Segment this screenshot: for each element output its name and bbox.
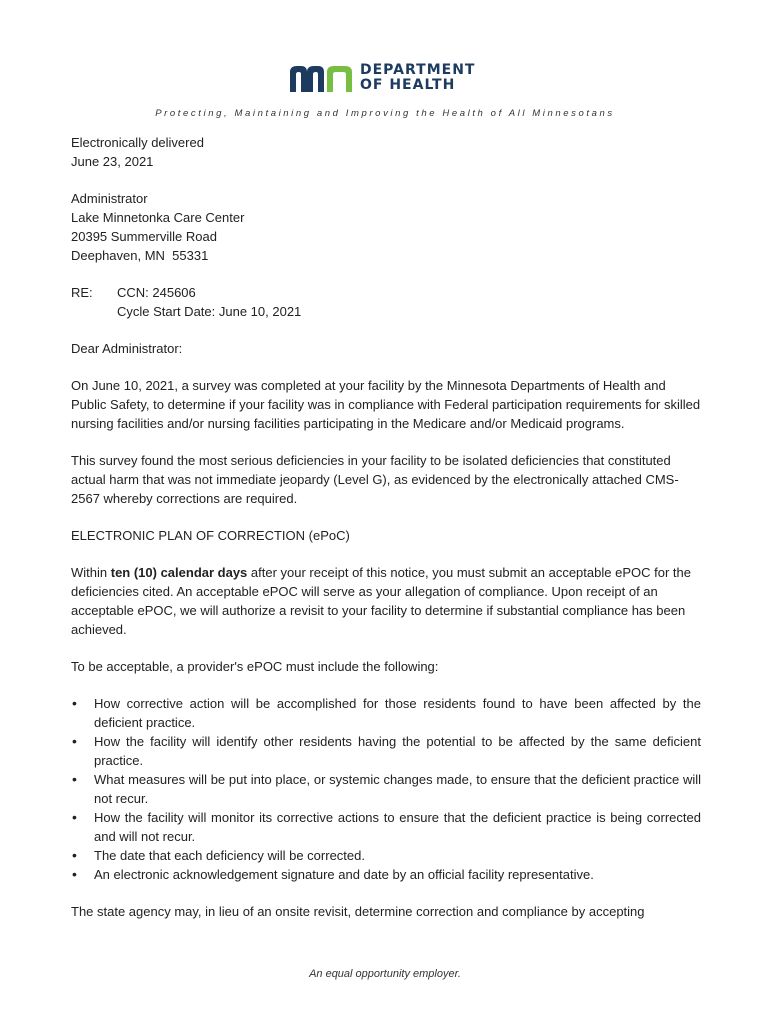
list-item: • How the facility will monitor its corrective actions to ensure that the deficient practice is being corrected and will not recur. bbox=[71, 808, 701, 846]
paragraph-requirements-intro: To be acceptable, a provider's ePOC must include the following: bbox=[71, 659, 439, 674]
section-heading-epoc: ELECTRONIC PLAN OF CORRECTION (ePoC) bbox=[71, 528, 350, 543]
re-ccn: CCN: 245606 bbox=[117, 285, 196, 300]
salutation: Dear Administrator: bbox=[71, 341, 183, 356]
logo-wordmark bbox=[360, 63, 475, 93]
delivery-note: Electronically delivered bbox=[71, 135, 204, 150]
list-item: • An electronic acknowledgement signature and date by an official facility representative. bbox=[71, 865, 701, 884]
recipient-city: Deephaven, MN 55331 bbox=[71, 248, 209, 263]
requirements-list bbox=[71, 694, 701, 884]
recipient-street: 20395 Summerville Road bbox=[71, 229, 217, 244]
deadline-pre: Within bbox=[71, 565, 111, 580]
deadline-bold: ten (10) calendar days bbox=[110, 565, 248, 580]
mn-logo-icon bbox=[288, 62, 354, 94]
paragraph-survey: On June 10, 2021, a survey was completed at your facility by the Minnesota Departments of Health and Public Safety, to determine if your facility was in compliance with Federal participation requirements for skilled nursing facilities and/or nursing facilities participating in the Medicare and/or Medicaid programs. bbox=[71, 378, 701, 431]
deadline-post: after your receipt of this notice, you must submit an acceptable ePOC for the deficiencies cited. An acceptable ePOC will serve as your allegation of compliance. Upon receipt of an acceptable ePOC, we will authorize a revisit to your facility to determine if substantial compliance has been achieved. bbox=[71, 565, 691, 637]
paragraph-epoc-deadline bbox=[71, 563, 701, 639]
re-label: RE: bbox=[71, 285, 93, 300]
logo-line-2: OF HEALTH bbox=[360, 77, 456, 93]
list-item: • How corrective action will be accomplished for those residents found to have been affected by the deficient practice. bbox=[71, 694, 701, 732]
recipient-title: Administrator bbox=[71, 191, 148, 206]
paragraph-state-agency: The state agency may, in lieu of an onsite revisit, determine correction and compliance by accepting bbox=[71, 904, 645, 919]
list-item: • What measures will be put into place, or systemic changes made, to ensure that the deficient practice will not recur. bbox=[71, 770, 701, 808]
footer-equal-opportunity: An equal opportunity employer. bbox=[309, 968, 461, 980]
tagline: Protecting, Maintaining and Improving the Health of All Minnesotans bbox=[155, 108, 615, 119]
re-cycle-date: Cycle Start Date: June 10, 2021 bbox=[117, 304, 302, 319]
letter-date: June 23, 2021 bbox=[71, 154, 154, 169]
recipient-facility: Lake Minnetonka Care Center bbox=[71, 210, 245, 225]
re-block bbox=[71, 283, 701, 321]
logo-line-1: DEPARTMENT bbox=[360, 62, 476, 78]
mdh-logo bbox=[288, 62, 475, 94]
letter-body bbox=[71, 133, 701, 921]
list-item: • How the facility will identify other residents having the potential to be affected by the same deficient practice. bbox=[71, 732, 701, 770]
list-item: • The date that each deficiency will be corrected. bbox=[71, 846, 701, 865]
paragraph-deficiencies: This survey found the most serious deficiencies in your facility to be isolated deficiencies that constituted actual harm that was not immediate jeopardy (Level G), as evidenced by the electronically attached CMS-2567 whereby corrections are required. bbox=[71, 453, 679, 506]
